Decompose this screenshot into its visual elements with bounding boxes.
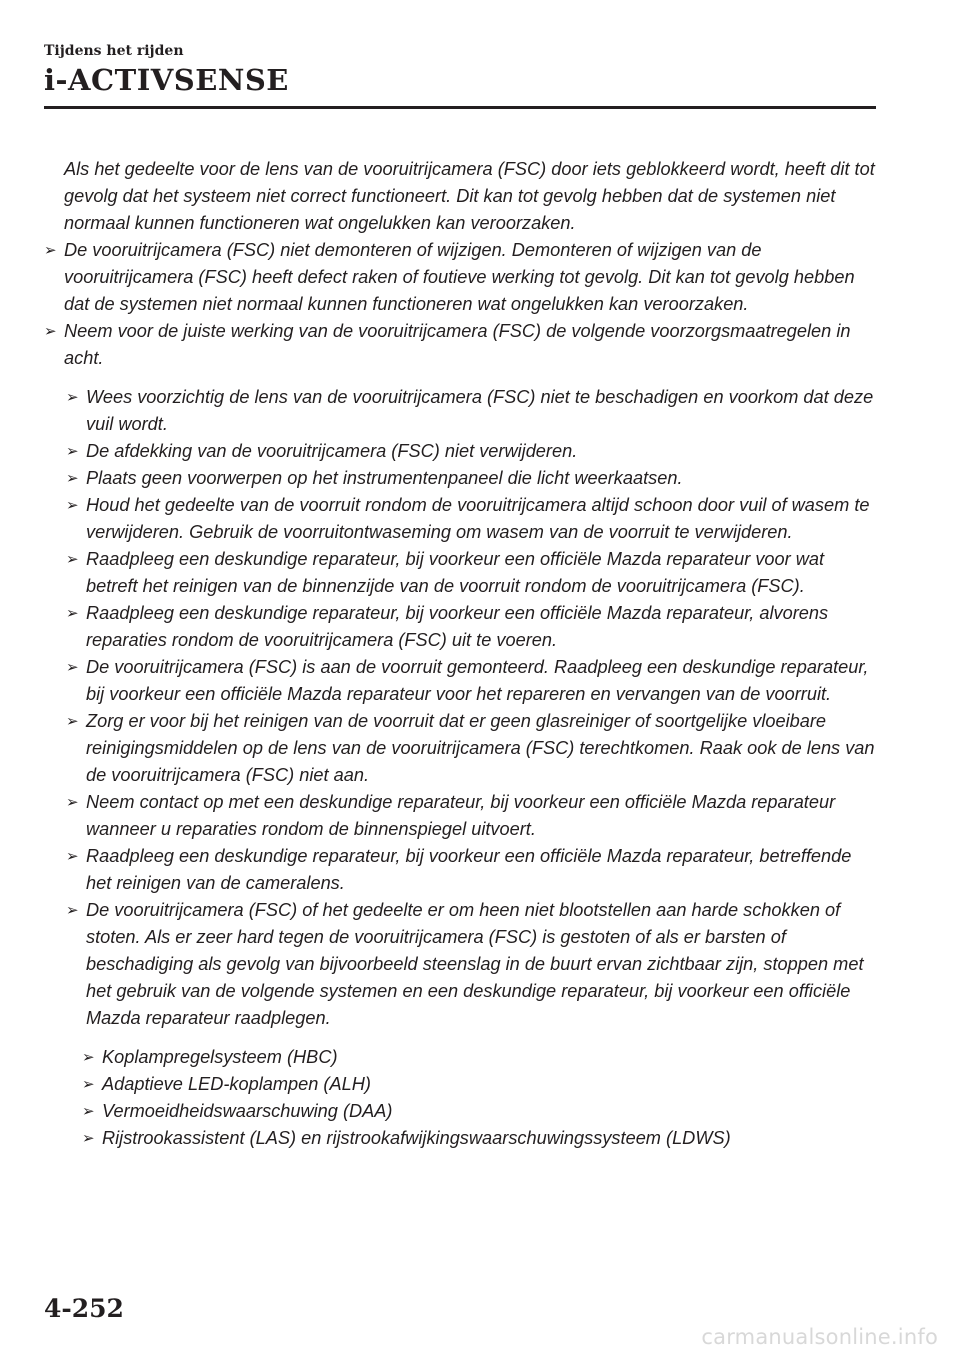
arrow-bullet-icon: ➢ [66, 848, 79, 865]
precaution-item: ➢ Plaats geen voorwerpen op het instrumentenpaneel die licht weerkaatsen. [44, 465, 880, 492]
arrow-bullet-icon: ➢ [66, 794, 79, 811]
precaution-item: ➢ De afdekking van de vooruitrijcamera (FSC) niet verwijderen. [44, 438, 880, 465]
arrow-bullet-icon: ➢ [66, 902, 79, 919]
chapter-title: i-ACTIVSENSE [44, 63, 289, 97]
precaution-item: ➢ Raadpleeg een deskundige reparateur, bij voorkeur een officiële Mazda reparateur, betreffende het reinigen van de cameralens. [44, 843, 880, 897]
list-item: ➢ De vooruitrijcamera (FSC) niet demonteren of wijzigen. Demonteren of wijzigen van de vooruitrijcamera (FSC) heeft defect raken of foutieve werking tot gevolg. Dit kan tot gevolg hebben dat de systemen niet normaal kunnen functioneren wat ongelukken kan veroorzaken. [44, 237, 880, 318]
arrow-bullet-icon: ➢ [66, 497, 79, 514]
page-number: 4-252 [44, 1294, 124, 1323]
precaution-item: ➢ De vooruitrijcamera (FSC) of het gedeelte er om heen niet blootstellen aan harde schokken of stoten. Als er zeer hard tegen de vooruitrijcamera (FSC) is gestoten of als er barsten of beschadiging als gevolg van bijvoorbeeld steenslag in de buurt ervan zichtbaar zijn, stoppen met het gebruik van de volgende systemen en een deskundige reparateur, bij voorkeur een officiële Mazda reparateur raadplegen. [44, 897, 880, 1032]
precaution-item: ➢ Neem contact op met een deskundige reparateur, bij voorkeur een officiële Mazda reparateur wanneer u reparaties rondom de binnenspiegel uitvoert. [44, 789, 880, 843]
system-item: ➢ Adaptieve LED-koplampen (ALH) [44, 1071, 880, 1098]
precaution-item: ➢ De vooruitrijcamera (FSC) is aan de voorruit gemonteerd. Raadpleeg een deskundige reparateur, bij voorkeur een officiële Mazda reparateur voor het repareren en vervangen van de voorruit. [44, 654, 880, 708]
arrow-bullet-icon: ➢ [82, 1103, 95, 1120]
system-item: ➢ Rijstrookassistent (LAS) en rijstrookafwijkingswaarschuwingssysteem (LDWS) [44, 1125, 880, 1152]
intro-paragraph: Als het gedeelte voor de lens van de vooruitrijcamera (FSC) door iets geblokkeerd wordt, heeft dit tot gevolg dat het systeem niet correct functioneert. Dit kan tot gevolg hebben dat de systemen niet normaal kunnen functioneren wat ongelukken kan veroorzaken. [64, 159, 875, 233]
precaution-item: ➢ Wees voorzichtig de lens van de vooruitrijcamera (FSC) niet te beschadigen en voorkom dat deze vuil wordt. [44, 384, 880, 438]
arrow-bullet-icon: ➢ [44, 242, 57, 259]
system-item: ➢ Koplampregelsysteem (HBC) [44, 1044, 880, 1071]
page-header [44, 42, 876, 109]
arrow-bullet-icon: ➢ [66, 551, 79, 568]
arrow-bullet-icon: ➢ [44, 323, 57, 340]
arrow-bullet-icon: ➢ [66, 389, 79, 406]
watermark-link[interactable]: carmanualsonline.info [701, 1325, 938, 1349]
precaution-item: ➢ Zorg er voor bij het reinigen van de voorruit dat er geen glasreiniger of soortgelijke vloeibare reinigingsmiddelen op de lens van de vooruitrijcamera (FSC) terechtkomen. Raak ook de lens van de vooruitrijcamera (FSC) niet aan. [44, 708, 880, 789]
list-item: ➢ Neem voor de juiste werking van de vooruitrijcamera (FSC) de volgende voorzorgsmaatregelen in acht. [44, 318, 880, 372]
arrow-bullet-icon: ➢ [66, 713, 79, 730]
section-label: Tijdens het rijden [44, 43, 184, 59]
arrow-bullet-icon: ➢ [66, 605, 79, 622]
arrow-bullet-icon: ➢ [66, 443, 79, 460]
arrow-bullet-icon: ➢ [82, 1049, 95, 1066]
precaution-item: ➢ Houd het gedeelte van de voorruit rondom de vooruitrijcamera altijd schoon door vuil of wasem te verwijderen. Gebruik de voorruitontwaseming om wasem van de voorruit te verwijderen. [44, 492, 880, 546]
header-rule [44, 106, 876, 109]
arrow-bullet-icon: ➢ [66, 659, 79, 676]
warning-content [44, 156, 880, 1152]
arrow-bullet-icon: ➢ [66, 470, 79, 487]
arrow-bullet-icon: ➢ [82, 1076, 95, 1093]
system-item: ➢ Vermoeidheidswaarschuwing (DAA) [44, 1098, 880, 1125]
precaution-item: ➢ Raadpleeg een deskundige reparateur, bij voorkeur een officiële Mazda reparateur voor wat betreft het reinigen van de binnenzijde van de voorruit rondom de vooruitrijcamera (FSC). [44, 546, 880, 600]
precaution-item: ➢ Raadpleeg een deskundige reparateur, bij voorkeur een officiële Mazda reparateur, alvorens reparaties rondom de vooruitrijcamera (FSC) uit te voeren. [44, 600, 880, 654]
arrow-bullet-icon: ➢ [82, 1130, 95, 1147]
